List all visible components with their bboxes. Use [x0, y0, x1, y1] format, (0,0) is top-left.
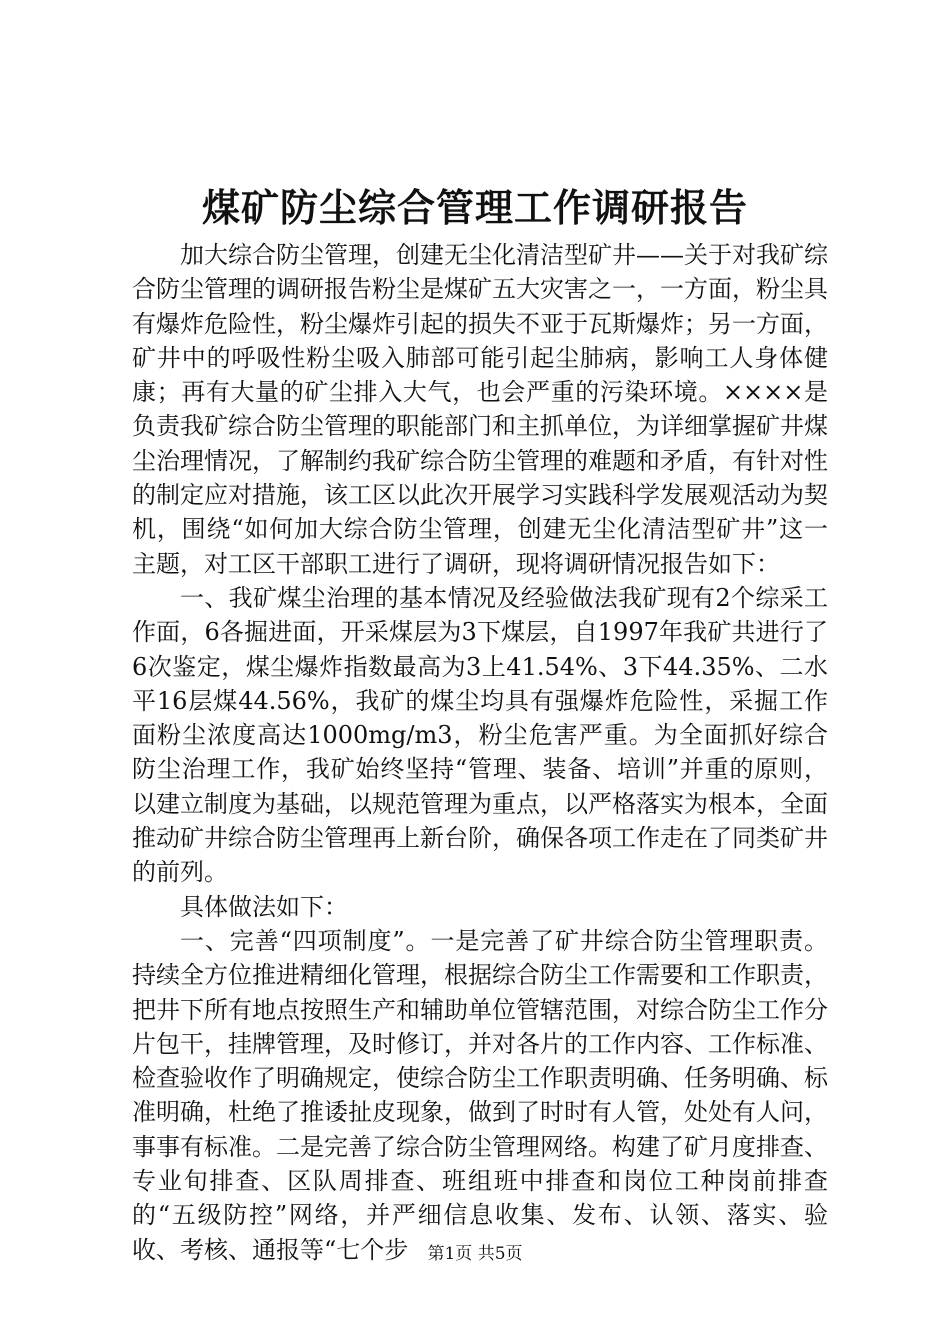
- paragraph-basic-situation: 一、我矿煤尘治理的基本情况及经验做法我矿现有2个综采工作面，6各掘进面，开采煤层为3下煤层，自1997年我矿共进行了6次鉴定，煤尘爆炸指数最高为3上41.54%、3下44.35%、二水平16层煤44.56%，我矿的煤尘均具有强爆炸危险性，采掘工作面粉尘浓度高达1000mg/m3，粉尘危害严重。为全面抓好综合防尘治理工作，我矿始终坚持“管理、装备、培训”并重的原则，以建立制度为基础，以规范管理为重点，以严格落实为根本，全面推动矿井综合防尘管理再上新台阶，确保各项工作走在了同类矿井的前列。: [132, 583, 828, 887]
- paragraph-intro: 加大综合防尘管理，创建无尘化清洁型矿井——关于对我矿综合防尘管理的调研报告粉尘是煤矿五大灾害之一，一方面，粉尘具有爆炸危险性，粉尘爆炸引起的损失不亚于瓦斯爆炸；另一方面，矿井中的呼吸性粉尘吸入肺部可能引起尘肺病，影响工人身体健康；再有大量的矿尘排入大气，也会严重的污染环境。××××是负责我矿综合防尘管理的职能部门和主抓单位，为详细掌握矿井煤尘治理情况，了解制约我矿综合防尘管理的难题和矛盾，有针对性的制定应对措施，该工区以此次开展学习实践科学发展观活动为契机，围绕“如何加大综合防尘管理，创建无尘化清洁型矿井”这一主题，对工区干部职工进行了调研，现将调研情况报告如下：: [132, 241, 828, 578]
- document-body: [132, 238, 828, 1267]
- page-footer: 第1页 共5页: [427, 1244, 523, 1264]
- document-title: 煤矿防尘综合管理工作调研报告: [201, 185, 748, 230]
- paragraph-methods-heading: 具体做法如下：: [180, 892, 348, 921]
- paragraph-four-systems: 一、完善“四项制度”。一是完善了矿井综合防尘管理职责。持续全方位推进精细化管理，根据综合防尘工作需要和工作职责，把井下所有地点按照生产和辅助单位管辖范围，对综合防尘工作分片包干，挂牌管理，及时修订，并对各片的工作内容、工作标准、检查验收作了明确规定，使综合防尘工作职责明确、任务明确、标准明确，杜绝了推诿扯皮现象，做到了时时有人管，处处有人问，事事有标准。二是完善了综合防尘管理网络。构建了矿月度排查、专业旬排查、区队周排查、班组班中排查和岗位工种岗前排查的“五级防控”网络，并严细信息收集、发布、认领、落实、验收、考核、通报等“七个步: [132, 926, 828, 1264]
